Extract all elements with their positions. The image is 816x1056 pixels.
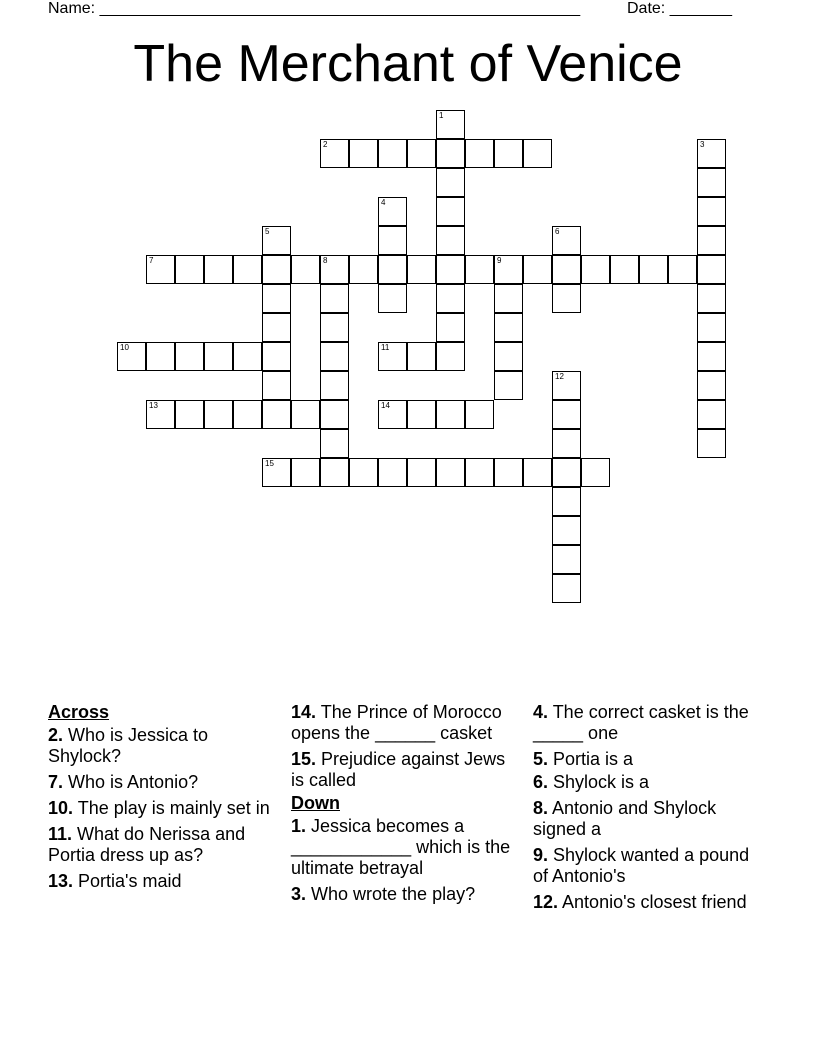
grid-cell[interactable] <box>320 371 349 400</box>
clues-column-3 <box>533 702 765 918</box>
grid-cell[interactable] <box>378 458 407 487</box>
clues-column-2 <box>291 702 523 910</box>
grid-cell[interactable] <box>291 458 320 487</box>
grid-cell[interactable] <box>407 400 436 429</box>
grid-cell[interactable] <box>436 255 465 284</box>
grid-cell[interactable] <box>552 371 581 400</box>
grid-cell[interactable] <box>523 458 552 487</box>
date-line: Date: _______ <box>627 0 732 17</box>
grid-cell[interactable] <box>349 139 378 168</box>
clue-number: 8 <box>323 256 328 265</box>
grid-cell[interactable] <box>407 458 436 487</box>
grid-cell[interactable] <box>262 458 291 487</box>
grid-cell[interactable] <box>436 342 465 371</box>
grid-cell[interactable] <box>697 168 726 197</box>
grid-cell[interactable] <box>407 342 436 371</box>
grid-cell[interactable] <box>552 458 581 487</box>
clue-across-10: 10. The play is mainly set in <box>48 798 270 818</box>
grid-cell[interactable] <box>494 342 523 371</box>
grid-cell[interactable] <box>233 342 262 371</box>
grid-cell[interactable] <box>320 255 349 284</box>
clue-number: 9 <box>497 256 502 265</box>
clue-across-2: 2. Who is Jessica to Shylock? <box>48 725 209 766</box>
clue-across-7: 7. Who is Antonio? <box>48 772 199 792</box>
page-title: The Merchant of Venice <box>133 35 683 93</box>
grid-cell[interactable] <box>523 139 552 168</box>
grid-cell[interactable] <box>378 255 407 284</box>
clue-down-9: 9. Shylock wanted a pound of Antonio's <box>533 845 750 886</box>
clue-number: 1 <box>439 111 444 120</box>
grid-cell[interactable] <box>494 139 523 168</box>
clue-number: 10 <box>120 343 129 352</box>
grid-cell[interactable] <box>262 400 291 429</box>
grid-cell[interactable] <box>552 516 581 545</box>
grid-cell[interactable] <box>378 226 407 255</box>
grid-cell[interactable] <box>436 458 465 487</box>
grid-cell[interactable] <box>552 255 581 284</box>
grid-cell[interactable] <box>262 255 291 284</box>
clue-across-15: 15. Prejudice against Jews is called <box>291 749 506 790</box>
grid-cell[interactable] <box>320 400 349 429</box>
grid-cell[interactable] <box>146 400 175 429</box>
down-heading: Down <box>291 793 340 813</box>
grid-cell[interactable] <box>233 255 262 284</box>
grid-cell[interactable] <box>581 458 610 487</box>
clue-number: 14 <box>381 401 390 410</box>
clue-number: 4 <box>381 198 386 207</box>
grid-cell[interactable] <box>697 429 726 458</box>
grid-cell[interactable] <box>668 255 697 284</box>
grid-cell[interactable] <box>146 255 175 284</box>
clue-down-6: 6. Shylock is a <box>533 772 650 792</box>
grid-cell[interactable] <box>552 400 581 429</box>
grid-cell[interactable] <box>436 400 465 429</box>
grid-cell[interactable] <box>407 139 436 168</box>
grid-cell[interactable] <box>436 226 465 255</box>
clue-number: 7 <box>149 256 154 265</box>
grid-cell[interactable] <box>494 313 523 342</box>
grid-cell[interactable] <box>262 226 291 255</box>
grid-cell[interactable] <box>697 313 726 342</box>
clue-number: 15 <box>265 459 274 468</box>
clue-across-14: 14. The Prince of Morocco opens the ______ casket <box>291 702 502 743</box>
grid-cell[interactable] <box>175 255 204 284</box>
grid-cell[interactable] <box>320 139 349 168</box>
grid-cell[interactable] <box>494 371 523 400</box>
grid-cell[interactable] <box>407 255 436 284</box>
grid-cell[interactable] <box>552 574 581 603</box>
grid-cell[interactable] <box>581 255 610 284</box>
grid-cell[interactable] <box>494 458 523 487</box>
grid-cell[interactable] <box>262 371 291 400</box>
clue-number: 2 <box>323 140 328 149</box>
clue-number: 6 <box>555 227 560 236</box>
grid-cell[interactable] <box>465 400 494 429</box>
grid-cell[interactable] <box>320 342 349 371</box>
grid-cell[interactable] <box>697 371 726 400</box>
grid-cell[interactable] <box>494 255 523 284</box>
grid-cell[interactable] <box>697 284 726 313</box>
grid-cell[interactable] <box>697 400 726 429</box>
grid-cell[interactable] <box>320 313 349 342</box>
grid-cell[interactable] <box>262 284 291 313</box>
clue-down-1: 1. Jessica becomes a ____________ which is the ultimate betrayal <box>291 816 511 878</box>
grid-cell[interactable] <box>291 400 320 429</box>
clue-across-13: 13. Portia's maid <box>48 871 182 891</box>
grid-cell[interactable] <box>697 197 726 226</box>
grid-cell[interactable] <box>320 458 349 487</box>
grid-cell[interactable] <box>175 342 204 371</box>
grid-cell[interactable] <box>697 226 726 255</box>
grid-cell[interactable] <box>436 284 465 313</box>
across-heading: Across <box>48 702 110 722</box>
grid-cell[interactable] <box>349 255 378 284</box>
grid-cell[interactable] <box>436 197 465 226</box>
grid-cell[interactable] <box>349 458 378 487</box>
grid-cell[interactable] <box>262 342 291 371</box>
grid-cell[interactable] <box>378 342 407 371</box>
grid-cell[interactable] <box>494 284 523 313</box>
grid-cell[interactable] <box>436 313 465 342</box>
grid-cell[interactable] <box>117 342 146 371</box>
grid-cell[interactable] <box>465 255 494 284</box>
grid-cell[interactable] <box>552 545 581 574</box>
clue-number: 5 <box>265 227 270 236</box>
clue-number: 3 <box>700 140 705 149</box>
grid-cell[interactable] <box>552 487 581 516</box>
name-line: Name: ______________________________________________________ <box>48 0 581 17</box>
grid-cell[interactable] <box>697 255 726 284</box>
clues-column-1 <box>48 702 280 897</box>
grid-cell[interactable] <box>697 342 726 371</box>
grid-cell[interactable] <box>436 110 465 139</box>
grid-cell[interactable] <box>204 255 233 284</box>
clue-down-4: 4. The correct casket is the _____ one <box>533 702 749 743</box>
clue-across-11: 11. What do Nerissa and Portia dress up as? <box>48 824 246 865</box>
grid-cell[interactable] <box>639 255 668 284</box>
grid-cell[interactable] <box>465 139 494 168</box>
grid-cell[interactable] <box>697 139 726 168</box>
clue-number: 11 <box>381 343 390 352</box>
clue-down-8: 8. Antonio and Shylock signed a <box>533 798 717 839</box>
grid-cell[interactable] <box>436 168 465 197</box>
clue-down-5: 5. Portia is a <box>533 749 634 769</box>
grid-cell[interactable] <box>523 255 552 284</box>
grid-cell[interactable] <box>378 139 407 168</box>
grid-cell[interactable] <box>146 342 175 371</box>
grid-cell[interactable] <box>262 313 291 342</box>
grid-cell[interactable] <box>552 429 581 458</box>
grid-cell[interactable] <box>320 284 349 313</box>
grid-cell[interactable] <box>552 284 581 313</box>
grid-cell[interactable] <box>378 284 407 313</box>
grid-cell[interactable] <box>378 197 407 226</box>
clue-down-3: 3. Who wrote the play? <box>291 884 476 904</box>
grid-cell[interactable] <box>175 400 204 429</box>
grid-cell[interactable] <box>291 255 320 284</box>
grid-cell[interactable] <box>610 255 639 284</box>
grid-cell[interactable] <box>320 429 349 458</box>
clue-number: 12 <box>555 372 564 381</box>
clue-number: 13 <box>149 401 158 410</box>
grid-cell[interactable] <box>204 342 233 371</box>
clue-down-12: 12. Antonio's closest friend <box>533 892 747 912</box>
grid-cell[interactable] <box>378 400 407 429</box>
grid-cell[interactable] <box>204 400 233 429</box>
grid-cell[interactable] <box>233 400 262 429</box>
grid-cell[interactable] <box>465 458 494 487</box>
grid-cell[interactable] <box>436 139 465 168</box>
grid-cell[interactable] <box>552 226 581 255</box>
